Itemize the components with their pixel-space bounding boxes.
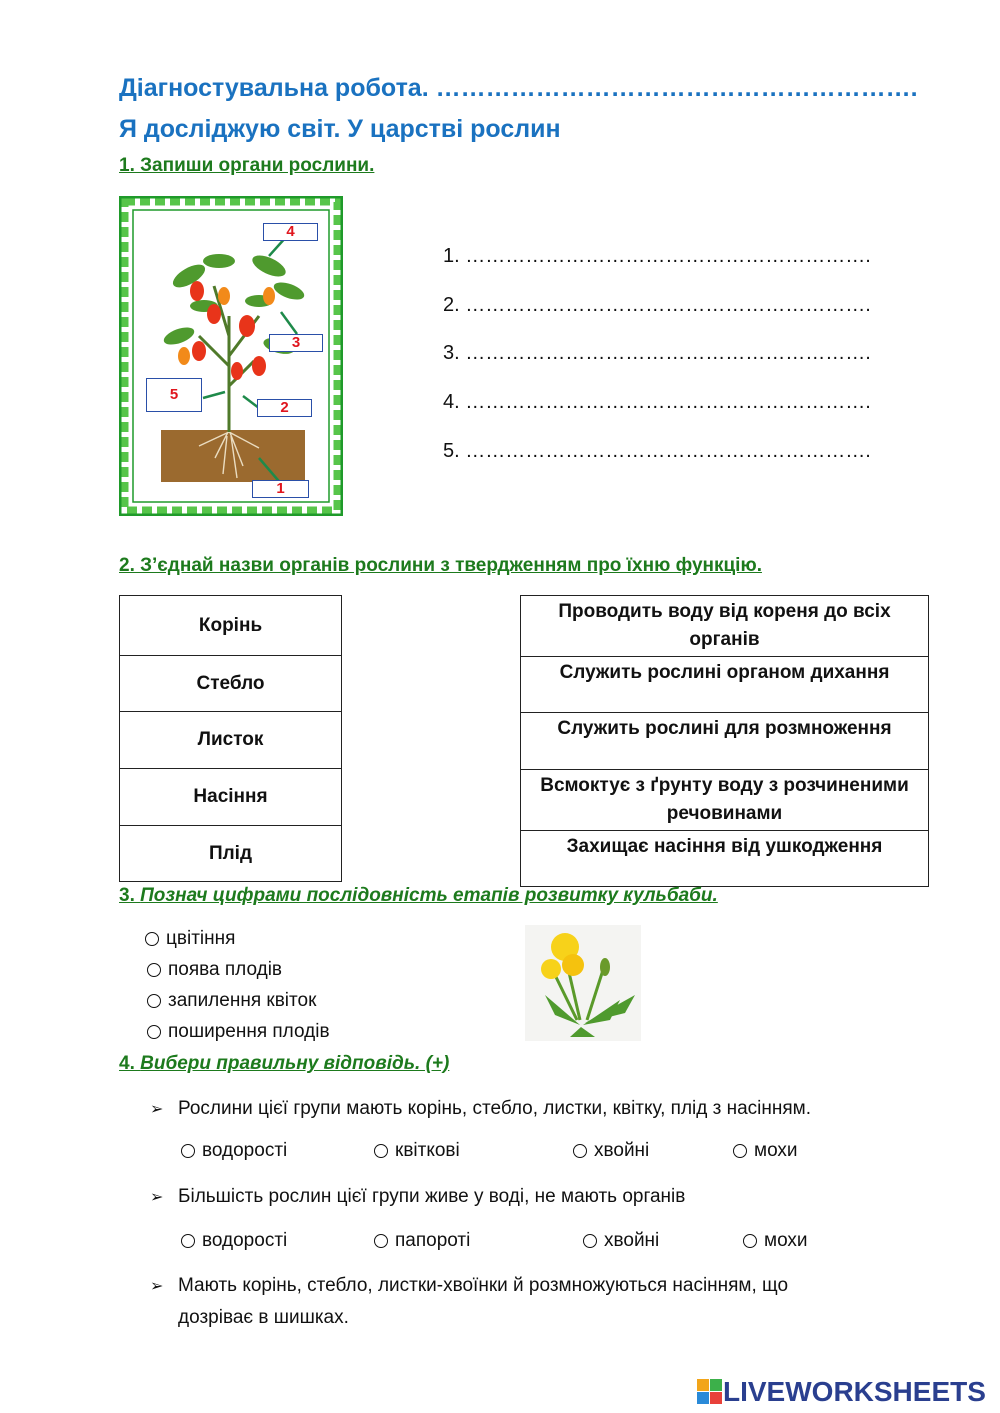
answer-option[interactable] bbox=[181, 1230, 287, 1252]
plant-illustration bbox=[119, 196, 343, 516]
logo-icon bbox=[697, 1379, 723, 1405]
answer-option[interactable] bbox=[181, 1140, 287, 1162]
question-text: Мають корінь, стебло, листки-хвоїнки й розмножуються насінням, що bbox=[178, 1275, 789, 1296]
stage-option[interactable] bbox=[147, 990, 316, 1012]
answer-line-3[interactable]: 3. ……………………………………………………. bbox=[443, 342, 871, 364]
plant-label-1[interactable]: 1 bbox=[252, 480, 309, 498]
radio-circle-icon[interactable] bbox=[145, 932, 159, 946]
page-title-line1: Діагностувальна робота. …………………………………………………. bbox=[119, 74, 918, 102]
stage-label: запилення квіток bbox=[168, 990, 317, 1011]
organ-cell[interactable]: Листок bbox=[120, 712, 342, 769]
answer-label: хвойні bbox=[604, 1230, 660, 1251]
plant-label-4[interactable]: 4 bbox=[263, 223, 318, 241]
organ-cell[interactable]: Плід bbox=[120, 826, 342, 882]
organ-names-table bbox=[119, 595, 342, 882]
radio-circle-icon[interactable] bbox=[583, 1234, 597, 1248]
task3-heading-text: Познач цифрами послідовність етапів розвитку кульбаби. bbox=[140, 885, 718, 906]
answer-label: водорості bbox=[202, 1140, 288, 1161]
task3-heading-num: 3. bbox=[119, 885, 141, 906]
stage-label: поширення плодів bbox=[168, 1021, 330, 1042]
stage-option[interactable] bbox=[145, 928, 235, 950]
logo-text: LIVEWORKSHEETS bbox=[723, 1376, 986, 1407]
answer-label: хвойні bbox=[594, 1140, 650, 1161]
function-cell[interactable]: Служить рослині для розмноження bbox=[521, 713, 929, 770]
arrow-bullet-icon: ➢ bbox=[150, 1101, 164, 1118]
answer-label: папороті bbox=[395, 1230, 471, 1251]
dandelion-image bbox=[525, 925, 641, 1041]
answer-label: квіткові bbox=[395, 1140, 460, 1161]
stage-option[interactable] bbox=[147, 1021, 330, 1043]
plant-diagram bbox=[119, 196, 343, 516]
radio-circle-icon[interactable] bbox=[374, 1144, 388, 1158]
function-cell[interactable]: Проводить воду від кореня до всіх органів bbox=[521, 596, 929, 657]
page-title-line2: Я досліджую світ. У царстві рослин bbox=[119, 115, 561, 143]
radio-circle-icon[interactable] bbox=[147, 994, 161, 1008]
radio-circle-icon[interactable] bbox=[181, 1144, 195, 1158]
arrow-bullet-icon: ➢ bbox=[150, 1278, 164, 1295]
answer-option[interactable] bbox=[733, 1140, 798, 1162]
function-cell[interactable]: Всмоктує з ґрунту воду з розчиненими речовинами bbox=[521, 770, 929, 831]
answer-label: мохи bbox=[754, 1140, 798, 1161]
task4-heading-text: Вибери правильну відповідь. (+) bbox=[140, 1053, 450, 1074]
organ-cell[interactable]: Корінь bbox=[120, 596, 342, 656]
answer-option[interactable] bbox=[583, 1230, 659, 1252]
function-cell[interactable]: Захищає насіння від ушкодження bbox=[521, 831, 929, 887]
stage-label: цвітіння bbox=[166, 928, 236, 949]
stage-label: поява плодів bbox=[168, 959, 283, 980]
radio-circle-icon[interactable] bbox=[147, 963, 161, 977]
liveworksheets-logo[interactable] bbox=[697, 1376, 986, 1408]
answer-line-1[interactable]: 1. ……………………………………………………. bbox=[443, 245, 871, 267]
task1-heading: 1. Запиши органи рослини. bbox=[119, 155, 375, 176]
radio-circle-icon[interactable] bbox=[181, 1234, 195, 1248]
plant-label-5[interactable]: 5 bbox=[146, 378, 202, 412]
answer-option[interactable] bbox=[743, 1230, 808, 1252]
arrow-bullet-icon: ➢ bbox=[150, 1189, 164, 1206]
functions-table bbox=[520, 595, 929, 887]
answer-line-4[interactable]: 4. ……………………………………………………. bbox=[443, 391, 871, 413]
answer-line-5[interactable]: 5. ……………………………………………………. bbox=[443, 440, 871, 462]
radio-circle-icon[interactable] bbox=[743, 1234, 757, 1248]
radio-circle-icon[interactable] bbox=[733, 1144, 747, 1158]
question-text: Рослини цієї групи мають корінь, стебло, листки, квітку, плід з насінням. bbox=[178, 1098, 812, 1119]
question-1 bbox=[150, 1093, 811, 1125]
question-text: Більшість рослин цієї групи живе у воді, не мають органів bbox=[178, 1186, 686, 1207]
answer-label: водорості bbox=[202, 1230, 288, 1251]
stage-option[interactable] bbox=[147, 959, 282, 981]
organ-cell[interactable]: Стебло bbox=[120, 656, 342, 712]
question-3 bbox=[150, 1270, 788, 1333]
dandelion-illustration bbox=[525, 925, 641, 1041]
answer-option[interactable] bbox=[374, 1140, 460, 1162]
task2-heading: 2. З’єднай назви органів рослини з твердженням про їхню функцію. bbox=[119, 555, 762, 576]
answer-line-2[interactable]: 2. ……………………………………………………. bbox=[443, 294, 871, 316]
task4-heading-num: 4. bbox=[119, 1053, 141, 1074]
plant-label-2[interactable]: 2 bbox=[257, 399, 312, 417]
answer-option[interactable] bbox=[573, 1140, 649, 1162]
radio-circle-icon[interactable] bbox=[147, 1025, 161, 1039]
answer-label: мохи bbox=[764, 1230, 808, 1251]
task3-heading bbox=[119, 885, 718, 907]
plant-label-3[interactable]: 3 bbox=[269, 334, 323, 352]
question-text-continued: дозріває в шишках. bbox=[178, 1307, 349, 1328]
question-2 bbox=[150, 1181, 685, 1213]
answer-option[interactable] bbox=[374, 1230, 470, 1252]
function-cell[interactable]: Служить рослині органом дихання bbox=[521, 657, 929, 713]
organ-cell[interactable]: Насіння bbox=[120, 769, 342, 826]
radio-circle-icon[interactable] bbox=[573, 1144, 587, 1158]
radio-circle-icon[interactable] bbox=[374, 1234, 388, 1248]
task4-heading bbox=[119, 1053, 449, 1075]
